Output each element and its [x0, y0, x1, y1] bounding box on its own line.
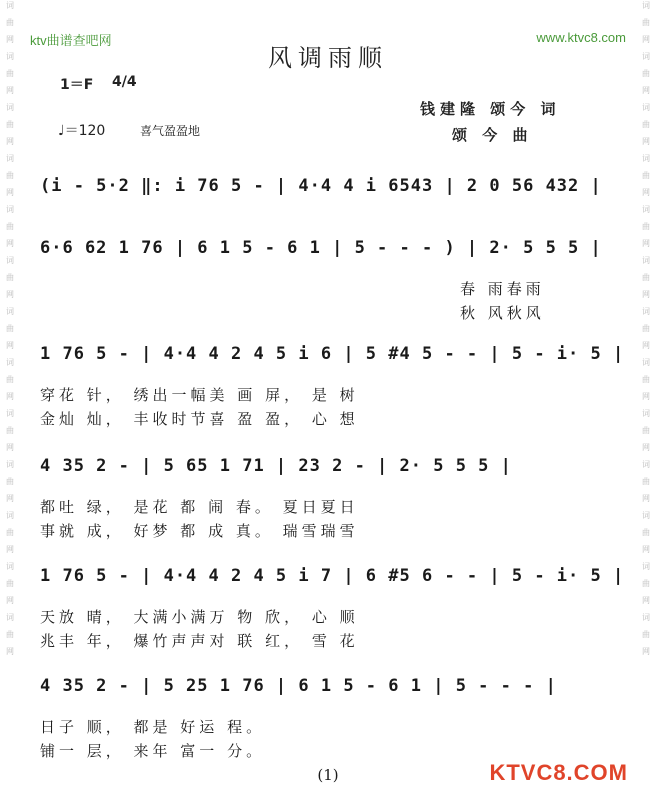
side-watermark-char: 词 [642, 103, 650, 112]
site-watermark-left: ktv曲谱查吧网 [30, 33, 112, 48]
song-title: 风调雨顺 [268, 44, 388, 72]
side-watermark-char: 词 [642, 256, 650, 265]
notation-row: 1 76 5 - | 4·4 4 2 4 5 i 6 | 5 #4 5 - - | 5 - i· 5 | [40, 344, 625, 364]
side-watermark-char: 词 [6, 52, 14, 61]
side-watermark-char: 曲 [6, 375, 14, 384]
side-watermark-char: 词 [6, 1, 14, 10]
lyric-verse-2: 金灿 灿， 丰收时节喜 盈 盈， 心 想 [40, 410, 359, 428]
side-watermark-char: 词 [642, 562, 650, 571]
side-watermark-char: 曲 [6, 171, 14, 180]
side-watermark-char: 词 [642, 307, 650, 316]
key-signature: 1＝F [60, 77, 94, 93]
lyric-verse-2: 秋 风秋风 [460, 304, 545, 322]
side-watermark-char: 曲 [642, 18, 650, 27]
side-watermark-char: 网 [642, 392, 650, 401]
side-watermark-char: 词 [6, 409, 14, 418]
side-watermark-char: 网 [6, 290, 14, 299]
lyric-verse-2: 兆丰 年， 爆竹声声对 联 红， 雪 花 [40, 632, 359, 650]
side-watermark-char: 网 [642, 494, 650, 503]
side-watermark-char: 曲 [6, 222, 14, 231]
side-watermark-char: 曲 [642, 324, 650, 333]
lyric-verse-1: 都吐 绿， 是花 都 闹 春。 夏日夏日 [40, 498, 359, 516]
side-watermark-char: 曲 [642, 222, 650, 231]
notation-row: 4 35 2 - | 5 25 1 76 | 6 1 5 - 6 1 | 5 - - - | [40, 676, 557, 696]
side-watermark-char: 曲 [6, 120, 14, 129]
side-watermark-char: 词 [642, 154, 650, 163]
side-watermark-char: 词 [6, 460, 14, 469]
lyric-verse-2: 事就 成， 好梦 都 成 真。 瑞雪瑞雪 [40, 522, 359, 540]
side-watermark-char: 词 [6, 307, 14, 316]
side-watermark-char: 网 [6, 239, 14, 248]
side-watermark-left [3, 0, 17, 811]
side-watermark-char: 网 [642, 443, 650, 452]
composer-credit: 颂 今 曲 [452, 126, 533, 144]
site-watermark-right: www.ktvc8.com [536, 30, 626, 45]
side-watermark-char: 词 [6, 613, 14, 622]
side-watermark-char: 曲 [6, 426, 14, 435]
side-watermark-char: 词 [642, 52, 650, 61]
side-watermark-char: 网 [6, 647, 14, 656]
side-watermark-char: 曲 [642, 171, 650, 180]
lyric-verse-1: 春 雨春雨 [460, 280, 545, 298]
side-watermark-char: 曲 [6, 477, 14, 486]
side-watermark-char: 曲 [642, 120, 650, 129]
side-watermark-char: 网 [6, 341, 14, 350]
side-watermark-char: 网 [6, 35, 14, 44]
side-watermark-char: 网 [642, 647, 650, 656]
side-watermark-char: 网 [6, 494, 14, 503]
lyric-verse-2: 铺一 层， 来年 富一 分。 [40, 742, 266, 760]
side-watermark-char: 曲 [6, 69, 14, 78]
mood-marking: 喜气盈盈地 [140, 124, 201, 138]
notation-row: 1 76 5 - | 4·4 4 2 4 5 i 7 | 6 #5 6 - - | 5 - i· 5 | [40, 566, 625, 586]
side-watermark-char: 词 [642, 205, 650, 214]
side-watermark-char: 曲 [642, 69, 650, 78]
side-watermark-char: 网 [642, 341, 650, 350]
notation-row: 4 35 2 - | 5 65 1 71 | 23 2 - | 2· 5 5 5 | [40, 456, 512, 476]
time-signature: 4/4 [112, 74, 137, 90]
side-watermark-char: 网 [6, 392, 14, 401]
side-watermark-char: 词 [642, 511, 650, 520]
side-watermark-char: 网 [642, 545, 650, 554]
side-watermark-char: 曲 [642, 477, 650, 486]
side-watermark-char: 词 [6, 103, 14, 112]
side-watermark-char: 网 [6, 188, 14, 197]
side-watermark-char: 词 [6, 358, 14, 367]
side-watermark-char: 网 [642, 137, 650, 146]
lyric-verse-1: 日子 顺， 都是 好运 程。 [40, 718, 266, 736]
side-watermark-char: 词 [642, 613, 650, 622]
page-number: (1) [317, 766, 339, 784]
side-watermark-char: 词 [6, 154, 14, 163]
side-watermark-char: 网 [6, 596, 14, 605]
side-watermark-char: 曲 [6, 630, 14, 639]
side-watermark-char: 曲 [642, 528, 650, 537]
side-watermark-char: 词 [642, 1, 650, 10]
lyricist-credit: 钱建隆 颂今 词 [420, 100, 561, 118]
side-watermark-char: 曲 [642, 375, 650, 384]
notation-row: 6·6 62 1 76 | 6 1 5 - 6 1 | 5 - - - ) | 2· 5 5 5 | [40, 238, 602, 258]
side-watermark-char: 词 [6, 511, 14, 520]
site-logo: KTVC8.COM [489, 760, 628, 785]
tempo-marking: ♩＝120 [58, 123, 106, 139]
side-watermark-char: 网 [642, 239, 650, 248]
side-watermark-char: 网 [642, 188, 650, 197]
side-watermark-char: 词 [6, 562, 14, 571]
lyric-verse-1: 穿花 针， 绣出一幅美 画 屏， 是 树 [40, 386, 359, 404]
side-watermark-char: 网 [642, 290, 650, 299]
side-watermark-char: 网 [6, 545, 14, 554]
notation-row: (i - 5·2 ‖: i 76 5 - | 4·4 4 i 6543 | 2 0 56 432 | [40, 176, 602, 196]
side-watermark-char: 曲 [642, 579, 650, 588]
side-watermark-char: 词 [6, 205, 14, 214]
side-watermark-right [639, 0, 653, 811]
side-watermark-char: 网 [6, 443, 14, 452]
side-watermark-char: 网 [6, 137, 14, 146]
side-watermark-char: 网 [642, 86, 650, 95]
side-watermark-char: 曲 [6, 273, 14, 282]
side-watermark-char: 曲 [6, 324, 14, 333]
lyric-verse-1: 天放 晴， 大满小满万 物 欣， 心 顺 [40, 608, 359, 626]
side-watermark-char: 网 [642, 35, 650, 44]
side-watermark-char: 词 [642, 409, 650, 418]
side-watermark-char: 曲 [6, 579, 14, 588]
side-watermark-char: 词 [6, 256, 14, 265]
side-watermark-char: 网 [6, 86, 14, 95]
side-watermark-char: 曲 [642, 273, 650, 282]
side-watermark-char: 曲 [642, 630, 650, 639]
side-watermark-char: 曲 [6, 18, 14, 27]
side-watermark-char: 词 [642, 358, 650, 367]
side-watermark-char: 曲 [6, 528, 14, 537]
side-watermark-char: 曲 [642, 426, 650, 435]
side-watermark-char: 词 [642, 460, 650, 469]
side-watermark-char: 网 [642, 596, 650, 605]
